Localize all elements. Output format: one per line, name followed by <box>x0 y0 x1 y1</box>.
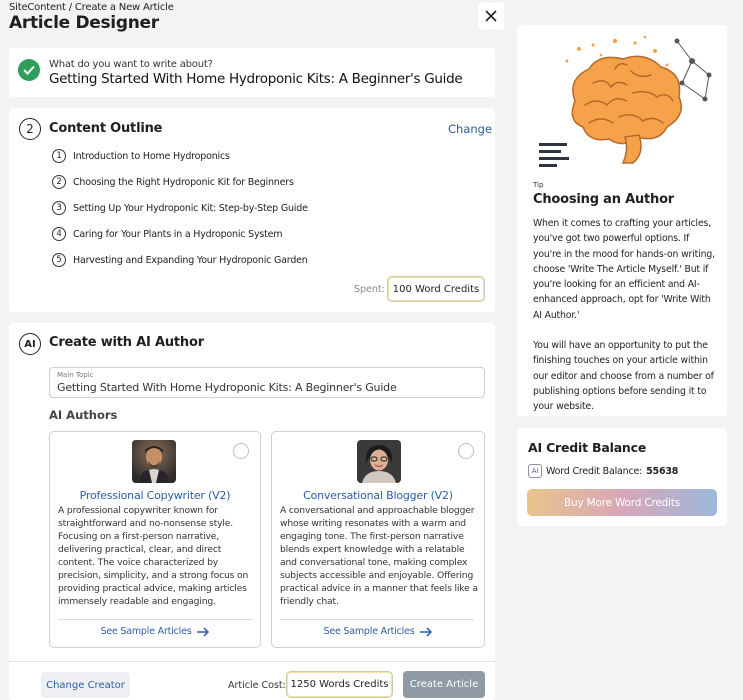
author-name: Professional Copywriter (V2) <box>79 489 231 502</box>
balance-label: Word Credit Balance: <box>546 465 643 477</box>
outline-item-label: Introduction to Home Hydroponics <box>73 150 230 162</box>
outline-item <box>52 252 308 268</box>
page-title: Article Designer <box>9 13 159 33</box>
spent-label: Spent: <box>354 284 385 295</box>
ai-author-title: Create with AI Author <box>49 335 204 350</box>
close-button[interactable] <box>478 3 504 29</box>
avatar <box>357 440 401 483</box>
outline-item-number: 3 <box>52 201 66 215</box>
see-sample-articles-link[interactable] <box>272 626 484 637</box>
main-topic-value: Getting Started With Home Hydroponic Kits: A Beginner's Guide <box>57 381 397 394</box>
author-card-blogger[interactable] <box>271 431 485 648</box>
avatar <box>132 440 176 483</box>
tip-body <box>533 216 715 415</box>
author-radio[interactable] <box>458 443 474 459</box>
outline-item <box>52 226 282 242</box>
topic-question: What do you want to write about? <box>49 59 213 70</box>
outline-item-number: 2 <box>52 175 66 189</box>
balance-value: 55638 <box>646 465 679 477</box>
outline-item-number: 1 <box>52 149 66 163</box>
outline-item-label: Harvesting and Expanding Your Hydroponic Garden <box>73 254 308 266</box>
sample-link-label: See Sample Articles <box>100 626 192 637</box>
divider <box>9 661 495 662</box>
create-article-button[interactable]: Create Article <box>403 671 485 698</box>
tip-title: Choosing an Author <box>533 192 675 207</box>
ai-badge: AI <box>19 333 41 355</box>
ai-icon: AI <box>528 464 542 478</box>
main-topic-field[interactable] <box>49 367 485 398</box>
outline-item <box>52 148 230 164</box>
outline-item-label: Setting Up Your Hydroponic Kit: Step-by-Step Guide <box>73 202 308 214</box>
tip-paragraph: You will have an opportunity to put the finishing touches on your article within our editor and choose from a number of publishing options before sending it to your website. <box>533 340 714 413</box>
tip-label: Tip <box>533 181 544 189</box>
check-icon <box>18 59 40 81</box>
ai-authors-heading: AI Authors <box>49 408 118 422</box>
credit-balance-card <box>517 428 727 526</box>
tip-paragraph: When it comes to crafting your articles, you've got two powerful options. If you're in the mood for hands-on writing, choose 'Write The Article Myself.' But if you're looking for an efficient and AI-enhanced approach, opt for 'Write With AI Author.' <box>533 218 715 321</box>
step-number-badge: 2 <box>19 118 41 140</box>
change-outline-link[interactable]: Change <box>448 122 493 136</box>
author-card-copywriter[interactable] <box>49 431 261 648</box>
divider <box>280 619 474 620</box>
ai-author-card <box>9 323 495 700</box>
author-description: A conversational and approachable blogger whose writing resonates with a warm and engaging tone. The first-person narrative blends expert knowledge with a relatable and conversational tone, making complex subjects accessible and enjoyable. Offering practical advice in a manner that feels like a friendly chat. <box>280 505 478 607</box>
author-description: A professional copywriter known for straightforward and no-nonsense style. Focusing on a first-person narrative, delivering practical, clear, and direct content. The voice characterized by precision, simplicity, and a strong focus on providing practical advice, making articles immensely readable and engaging. <box>58 505 249 607</box>
tip-card <box>517 25 727 416</box>
sample-link-label: See Sample Articles <box>323 626 415 637</box>
outline-title: Content Outline <box>49 121 163 136</box>
outline-item-label: Choosing the Right Hydroponic Kit for Beginners <box>73 176 294 188</box>
author-name: Conversational Blogger (V2) <box>303 489 453 502</box>
outline-item-number: 4 <box>52 227 66 241</box>
brain-illustration <box>527 31 717 171</box>
main-topic-label: Main Topic <box>57 371 94 379</box>
topic-value: Getting Started With Home Hydroponic Kits: A Beginner's Guide <box>49 71 463 87</box>
outline-item-label: Caring for Your Plants in a Hydroponic System <box>73 228 283 240</box>
page-header <box>9 0 495 40</box>
article-cost-label: Article Cost: <box>228 680 286 691</box>
outline-item-number: 5 <box>52 253 66 267</box>
arrow-right-icon <box>419 627 433 637</box>
breadcrumb: SiteContent / Create a New Article <box>9 2 174 13</box>
outline-item <box>52 174 294 190</box>
spent-credits-badge: 100 Word Credits <box>387 276 485 302</box>
credit-balance-title: AI Credit Balance <box>528 440 647 455</box>
change-creator-button[interactable]: Change Creator <box>41 672 130 698</box>
article-cost-badge: 1250 Words Credits <box>286 671 393 698</box>
arrow-right-icon <box>196 627 210 637</box>
outline-item <box>52 200 308 216</box>
close-icon <box>485 10 497 22</box>
credit-balance-row <box>528 464 678 478</box>
content-outline-card <box>9 108 495 312</box>
divider <box>58 619 252 620</box>
author-radio[interactable] <box>233 443 249 459</box>
buy-more-credits-button[interactable]: Buy More Word Credits <box>527 489 717 516</box>
see-sample-articles-link[interactable] <box>50 626 260 637</box>
topic-card <box>9 48 495 97</box>
